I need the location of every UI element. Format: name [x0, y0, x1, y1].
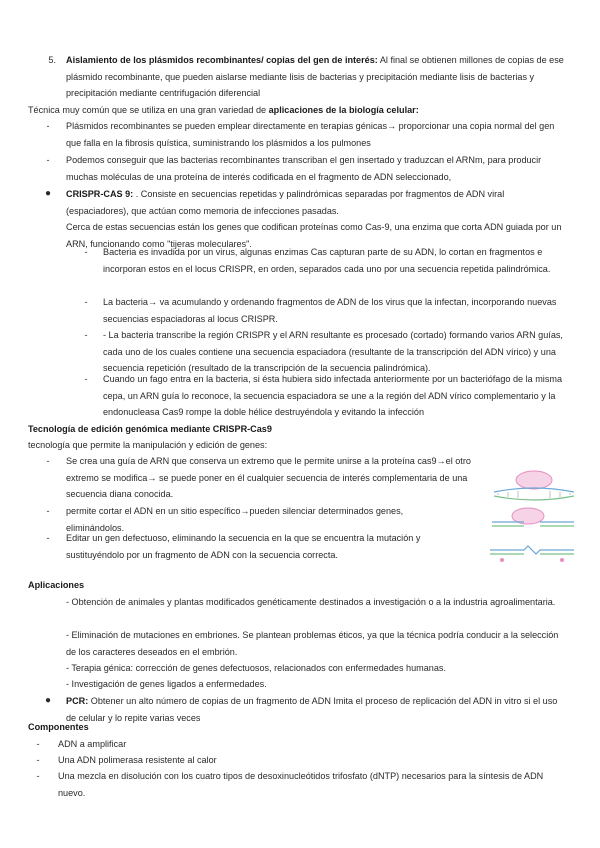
dash-marker: -: [84, 374, 88, 384]
dash-marker: -: [36, 771, 40, 781]
figure-panel-top: [494, 471, 574, 500]
tecnologia-item-text: Editar un gen defectuoso, eliminando la secuencia en la que se encuentra la mutación y sustituyéndolo por un fragmento de ADN con la secuencia correcta.: [66, 533, 421, 560]
componentes-item-text: Una ADN polimerasa resistente al calor: [58, 755, 217, 765]
dash-marker: -: [36, 755, 40, 765]
componentes-heading: Componentes: [28, 722, 89, 732]
pcr-body: Obtener un alto número de copias de un fragmento de ADN Imita el proceso de replicación del ADN in vitro si el uso de celular y lo repite varias veces: [66, 696, 558, 723]
aplicaciones-item-text: - Terapia génica: corrección de genes defectuosos, relacionados con enfermedades humanas.: [66, 663, 446, 673]
crispr-body: . Consiste en secuencias repetidas y palindrómicas separadas por fragmentos de ADN viral (espaciadores), que actúan como memoria de infecciones pasadas.: [66, 189, 505, 216]
dash-marker: -: [46, 121, 50, 131]
figure-panel-middle: [492, 508, 574, 526]
aplicaciones-item-text: - Investigación de genes ligados a enfermedades.: [66, 679, 267, 689]
item-5-body: Al final se obtienen millones de copias de ese plásmido recombinante, que pueden aislarse mediante lisis de bacterias y precipitación mediante lisis de bacterias y precipitación mediante centrifugación diferencial: [66, 55, 564, 99]
dash-marker: -: [36, 739, 40, 749]
crispr-title: CRISPR-CAS 9:: [66, 189, 134, 199]
crispr-para-text: Cerca de estas secuencias están los genes que codifican proteínas como Cas-9, una enzima que corta ADN guiada por un ARN, funcionando como "tijeras moleculares".: [66, 222, 562, 249]
dash-marker: -: [84, 330, 88, 340]
dash-marker: -: [84, 247, 88, 257]
crispr-step-text: Bacteria es invadida por un virus, algunas enzimas Cas capturan parte de su ADN, lo cortan en fragmentos e incorporan estos en el locus CRISPR, en orden, separados cada uno por una secuencia repetida palindrómica.: [103, 247, 551, 274]
dash-marker: -: [46, 456, 50, 466]
bullet-icon: ●: [44, 188, 52, 199]
tecnologia-item-text: permite cortar el ADN en un sitio específico→pueden silenciar determinados genes, eliminándolos.: [66, 506, 404, 533]
tecnologia-item-text: Se crea una guía de ARN que conserva un extremo que le permite unirse a la proteína cas9→el otro extremo se modifica→ se puede poner en él cualquier secuencia de interés complementaria de una secuencia diana conocida.: [66, 456, 471, 500]
dash-marker: -: [46, 155, 50, 165]
item-5-number: 5.: [48, 55, 56, 65]
item-5-text: [66, 52, 566, 102]
figure-panel-bottom: [490, 546, 574, 562]
pcr-title: PCR:: [66, 696, 89, 706]
dash-marker: -: [84, 297, 88, 307]
aplicaciones-item-text: - Eliminación de mutaciones en embriones. Se plantean problemas éticos, ya que la técnica podría conducir a la selección de los caracteres deseados en el embrión.: [66, 630, 559, 657]
dash-marker: -: [46, 506, 50, 516]
crispr-cas9-figure: [484, 462, 580, 566]
componentes-item-text: ADN a amplificar: [58, 739, 127, 749]
tecnica-item-text: Plásmidos recombinantes se pueden emplear directamente en terapias génicas→ proporcionar una copia normal del gen que falla en la fibrosis quística, suministrando los plásmidos a los pulmones: [66, 121, 555, 148]
item-5-title: Aislamiento de los plásmidos recombinantes/ copias del gen de interés:: [66, 55, 378, 65]
crispr-text: [66, 186, 568, 219]
dash-marker: -: [46, 533, 50, 543]
crispr-step-text: La bacteria→ va acumulando y ordenando fragmentos de ADN de los virus que la infectan, incorporando nuevas secuencias espaciadoras al locus CRISPR.: [103, 297, 557, 324]
bullet-icon: ●: [44, 695, 52, 706]
aplicaciones-item-text: - Obtención de animales y plantas modificados genéticamente destinados a investigación o a la industria agroalimentaria.: [66, 597, 556, 607]
tecnica-item-text: Podemos conseguir que las bacterias recombinantes transcriban el gen insertado y traduzcan el ARNm, para producir muchas moléculas de una proteína de interés codificada en el fragmento de ADN seleccionado,: [66, 155, 542, 182]
aplicaciones-heading: Aplicaciones: [28, 580, 85, 590]
tecnica-lead-bold: aplicaciones de la biología celular:: [268, 105, 419, 115]
tecnica-intro-text: [28, 102, 568, 119]
componentes-item-text: Una mezcla en disolución con los cuatro tipos de desoxinucleótidos trifosfato (dNTP) necesarios para la síntesis de ADN nuevo.: [58, 771, 544, 798]
crispr-step-text: Cuando un fago entra en la bacteria, si ésta hubiera sido infectada anteriormente por un bacteriófago de la misma cepa, un ARN guía lo reconoce, la secuencia espaciadora se une a la región del ADN vírico complementario y la endonucleasa Cas9 rompe la doble hélice destruyéndola y evitando la infección: [103, 374, 563, 418]
tecnologia-intro-text: tecnología que permite la manipulación y edición de genes:: [28, 440, 268, 450]
tecnologia-heading: Tecnología de edición genómica mediante CRISPR-Cas9: [28, 424, 272, 434]
tecnica-lead: Técnica muy común que se utiliza en una gran variedad de: [28, 105, 269, 115]
crispr-step-text: - La bacteria transcribe la región CRISPR y el ARN resultante es procesado (cortado) formando varios ARN guías, cada uno de los cuales contiene una secuencia espaciadora (resultante de la transcripción del ADN vírico) y una secuencia repetición (resultado de la transcripción de la secuencia palindrómica).: [103, 330, 563, 374]
